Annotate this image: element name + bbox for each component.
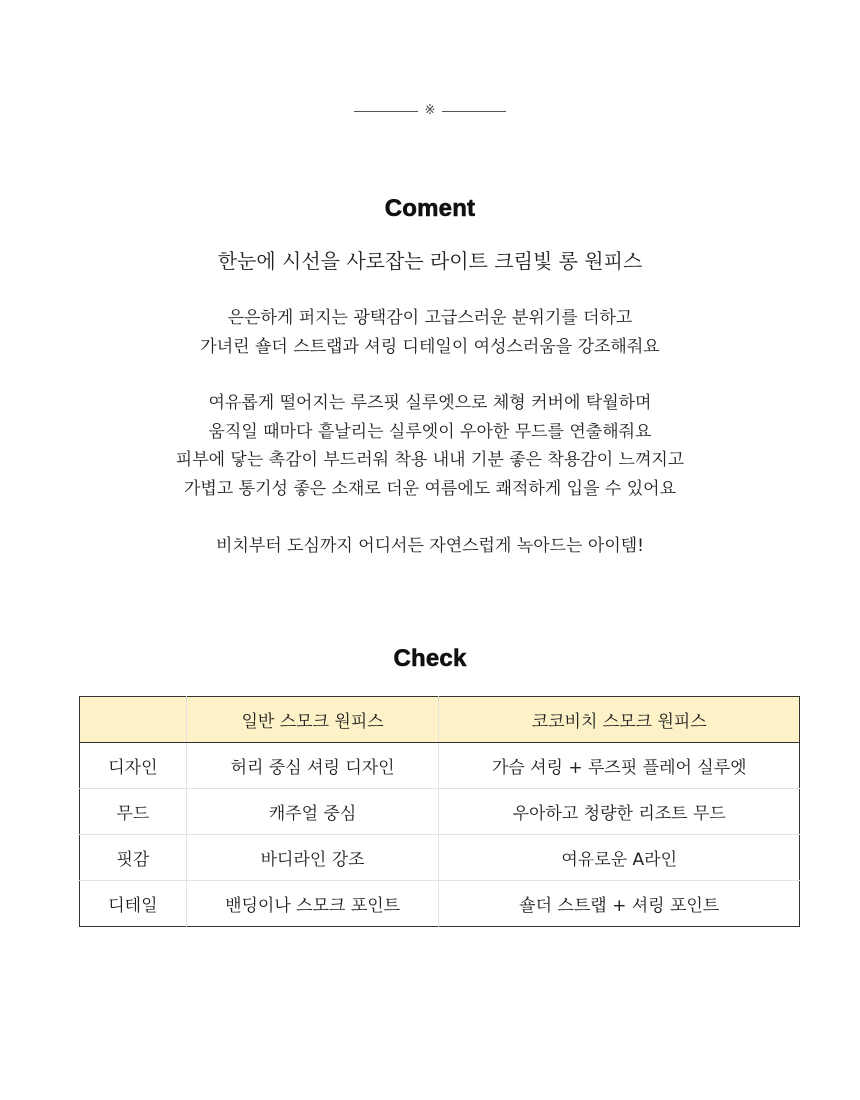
reference-mark-icon: ※	[424, 103, 436, 118]
row-label: 디테일	[80, 881, 187, 927]
table-header-cell-regular: 일반 스모크 원피스	[186, 697, 439, 743]
comparison-table	[79, 696, 800, 927]
comment-paragraph-3	[0, 532, 860, 561]
table-row	[80, 881, 800, 927]
table-header-cell-empty	[80, 697, 187, 743]
table-header-cell-cocobeach: 코코비치 스모크 원피스	[439, 697, 800, 743]
comment-heading: Coment	[384, 195, 476, 222]
table-cell: 밴딩이나 스모크 포인트	[186, 881, 439, 927]
check-heading: Check	[393, 645, 467, 672]
table-cell: 숄더 스트랩 + 셔링 포인트	[439, 881, 800, 927]
divider-line-right	[442, 111, 506, 112]
table-row	[80, 789, 800, 835]
table-cell: 우아하고 청량한 리조트 무드	[439, 789, 800, 835]
section-divider	[0, 103, 860, 119]
comment-line: 가녀린 숄더 스트랩과 셔링 디테일이 여성스러움을 강조해줘요	[200, 336, 660, 357]
table-header-row	[80, 697, 800, 743]
comment-line: 비치부터 도심까지 어디서든 자연스럽게 녹아드는 아이템!	[216, 536, 644, 556]
row-label: 무드	[80, 789, 187, 835]
comment-line: 가볍고 통기성 좋은 소재로 더운 여름에도 쾌적하게 입을 수 있어요	[183, 478, 677, 499]
comment-line: 여유롭게 떨어지는 루즈핏 실루엣으로 체형 커버에 탁월하며	[208, 393, 652, 413]
divider-line-left	[354, 111, 418, 112]
comment-subtitle: 한눈에 시선을 사로잡는 라이트 크림빛 롱 원피스	[217, 249, 643, 273]
comment-line: 은은하게 퍼지는 광택감이 고급스러운 분위기를 더하고	[227, 308, 633, 328]
row-label: 디자인	[108, 758, 158, 778]
row-label: 핏감	[80, 835, 187, 881]
comment-line: 피부에 닿는 촉감이 부드러워 착용 내내 기분 좋은 착용감이 느껴지고	[175, 450, 685, 470]
table-row	[80, 743, 800, 789]
comment-paragraph-2	[0, 389, 860, 503]
table-cell: 캐주얼 중심	[186, 789, 439, 835]
comment-paragraph-1	[0, 304, 860, 361]
table-row	[80, 835, 800, 881]
table-cell: 가슴 셔링 + 루즈핏 플레어 실루엣	[439, 743, 800, 789]
table-cell: 여유로운 A라인	[439, 835, 800, 881]
table-cell: 바디라인 강조	[186, 835, 439, 881]
table-cell: 허리 중심 셔링 디자인	[186, 743, 439, 789]
comment-line: 움직일 때마다 흩날리는 실루엣이 우아한 무드를 연출해줘요	[208, 421, 652, 442]
